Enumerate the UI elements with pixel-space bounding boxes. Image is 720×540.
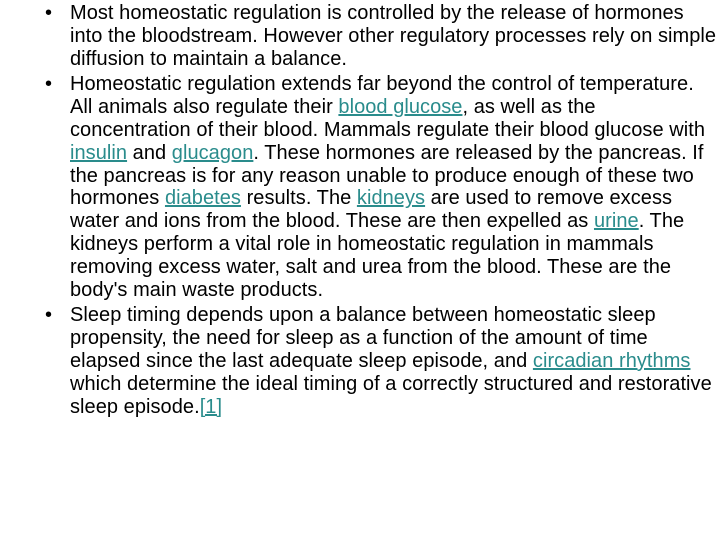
link-diabetes[interactable]: diabetes	[164, 187, 241, 210]
link-circadian-rhythms[interactable]: circadian rhythms	[532, 349, 691, 372]
paragraph-text: . These hormones are released by the pancreas. If the pancreas is for any reason unable to produce enough of these two hormones	[70, 141, 704, 210]
paragraph-text: which determine the ideal timing of a correctly structured and restorative sleep episode.	[70, 372, 712, 418]
bullet-item-regulation	[45, 73, 717, 301]
paragraph-text: are used to remove excess water and ions from the blood. These are then expelled as	[70, 187, 673, 233]
link-glucagon[interactable]: glucagon	[171, 141, 254, 164]
bullet-list	[45, 2, 717, 421]
link-blood-glucose[interactable]: blood glucose	[338, 96, 463, 119]
paragraph-text: Homeostatic regulation extends far beyond the control of temperature. All animals also regulate their	[70, 73, 694, 119]
paragraph-text: Sleep timing depends upon a balance between homeostatic sleep propensity, the need for sleep as a function of the amount of time elapsed since the last adequate sleep episode, and	[70, 304, 656, 372]
bullet-dot: •	[45, 73, 53, 96]
paragraph-text: results. The	[240, 187, 357, 210]
paragraph-text: Most homeostatic regulation is controlled by the release of hormones into the bloodstream. However other regulatory processes rely on simple diffusion to maintain a balance.	[70, 2, 717, 70]
bullet-dot: •	[45, 2, 53, 24]
bullet-item-sleep	[45, 304, 717, 418]
paragraph-text: . The kidneys perform a vital role in homeostatic regulation in mammals removing excess water, salt and urea from the blood. These are the body's main waste products.	[70, 210, 685, 301]
link-insulin[interactable]: insulin	[70, 141, 128, 164]
paragraph-text: , as well as the concentration of their blood. Mammals regulate their blood glucose with	[70, 96, 706, 141]
link-kidneys[interactable]: kidneys	[356, 187, 426, 210]
link-urine[interactable]: urine	[593, 210, 639, 233]
bullet-dot: •	[45, 304, 53, 327]
paragraph-text: and	[127, 141, 172, 164]
bullet-item-hormones	[45, 2, 717, 70]
link-citation-1[interactable]: [1]	[199, 395, 223, 418]
